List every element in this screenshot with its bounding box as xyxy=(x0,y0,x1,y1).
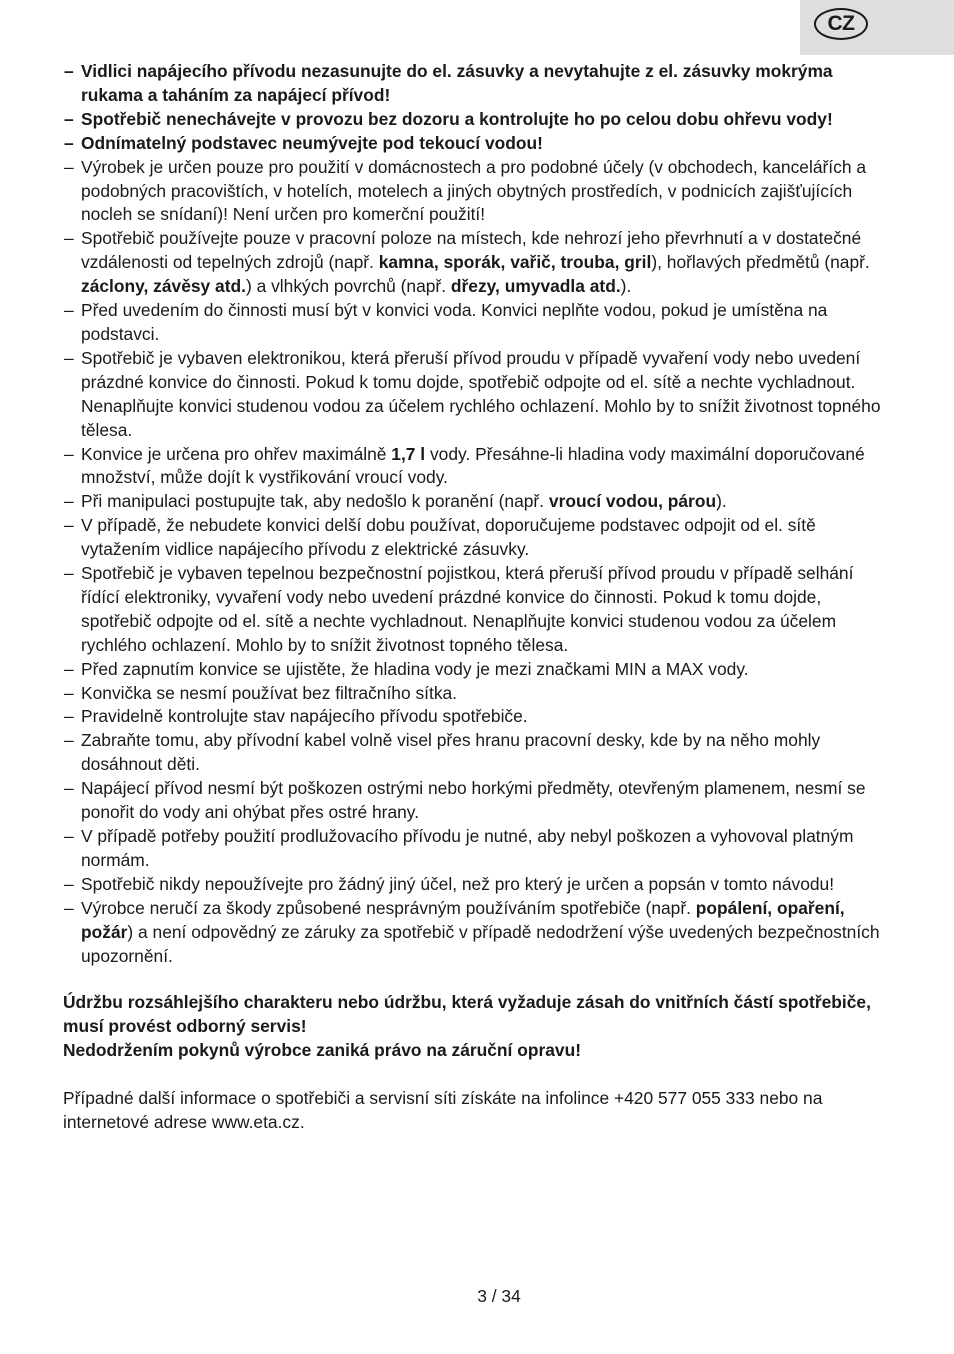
bullet-dash: – xyxy=(64,228,74,249)
instruction-text: Konvička se nesmí používat bez filtračního sítka. xyxy=(81,682,458,703)
instruction-text: Odnímatelný podstavec neumývejte pod tekoucí vodou! xyxy=(81,132,543,153)
instruction-item xyxy=(63,705,893,729)
instruction-item xyxy=(63,490,893,514)
instruction-text: vody. Přesáhne-li hladina vody maximální doporučované množství, může dojít k vystřikování vroucí vody. xyxy=(81,443,865,488)
bullet-dash: – xyxy=(64,730,74,751)
instruction-text: Napájecí přívod nesmí být poškozen ostrými nebo horkými předměty, otevřeným plamenem, nesmí se ponořit do vody ani ohýbat přes ostré hrany. xyxy=(81,778,866,823)
instruction-text: ), hořlavých předmětů (např. xyxy=(651,252,870,273)
instruction-text: Spotřebič je vybaven tepelnou bezpečnostní pojistkou, která přeruší přívod proudu v případě selhání řídící elektroniky, vyvaření vody nebo uvedení prázdné konvice do činnosti. Pokud k tomu dojde, spotřebič odpojte od el. sítě a nechte vychladnout. Nenaplňujte konvici studenou vodou za účelem rychlého ochlazení. Mohlo by to snížit životnost topného tělesa. xyxy=(81,563,854,655)
service-warning-line: Údržbu rozsáhlejšího charakteru nebo údržbu, která vyžaduje zásah do vnitřních částí spotřebiče, musí provést odborný servis! xyxy=(63,992,871,1037)
instruction-text: Spotřebič nikdy nepoužívejte pro žádný jiný účel, než pro který je určen a popsán v tomto návodu! xyxy=(81,873,835,894)
bullet-dash: – xyxy=(64,778,74,799)
instruction-text: Spotřebič používejte pouze v pracovní poloze na místech, kde nehrozí jeho převrhnutí a v dostatečné vzdálenosti od tepelných zdrojů (např. xyxy=(81,228,862,273)
instruction-text: V případě, že nebudete konvici delší dobu používat, doporučujeme podstavec odpojit od el. sítě vytažením vidlice napájecího přívodu z elektrické zásuvky. xyxy=(81,515,816,560)
bullet-dash: – xyxy=(64,300,74,321)
instruction-item xyxy=(63,562,893,658)
page-footer xyxy=(0,1286,954,1307)
instruction-text: Před uvedením do činnosti musí být v konvici voda. Konvici neplňte vodou, pokud je umístěna na podstavci. xyxy=(81,300,828,344)
instruction-text: Vidlici napájecího přívodu nezasunujte do el. zásuvky a nevytahujte z el. zásuvky mokrýma rukama a taháním za napájecí přívod! xyxy=(81,61,833,105)
instruction-item xyxy=(63,156,893,228)
bullet-dash: – xyxy=(64,897,74,918)
bullet-dash: – xyxy=(64,61,74,81)
bullet-dash: – xyxy=(64,132,74,153)
bullet-dash: – xyxy=(64,826,74,846)
bullet-dash: – xyxy=(64,873,74,894)
instruction-text: Zabraňte tomu, aby přívodní kabel volně visel přes hranu pracovní desky, kde by na něho mohly dosáhnout děti. xyxy=(81,730,821,775)
bullet-dash: – xyxy=(64,682,74,703)
instruction-text: ) a není odpovědný ze záruky za spotřebič v případě nedodržení výše uvedených bezpečnostních upozornění. xyxy=(81,921,880,966)
instruction-item xyxy=(63,299,893,347)
instruction-emphasis: kamna, sporák, vařič, trouba, gril xyxy=(378,252,652,273)
instruction-text: ) a vlhkých povrchů (např. xyxy=(245,276,451,297)
instruction-text: Spotřebič nenechávejte v provozu bez dozoru a kontrolujte ho po celou dobu ohřevu vody! xyxy=(81,108,833,129)
instruction-text: Konvice je určena pro ohřev maximálně xyxy=(81,443,392,464)
language-tab xyxy=(800,0,954,55)
instruction-item xyxy=(63,729,893,777)
bullet-dash: – xyxy=(64,108,74,129)
bullet-dash: – xyxy=(64,347,74,368)
instruction-item xyxy=(63,514,893,562)
contact-text: Případné další informace o spotřebiči a servisní síti získáte na infolince +420 577 055 333 nebo na internetové adrese www.eta.cz. xyxy=(63,1088,823,1133)
instruction-item xyxy=(63,347,893,443)
bullet-dash: – xyxy=(64,563,74,584)
contact-info xyxy=(63,1087,893,1135)
bullet-dash: – xyxy=(64,156,74,177)
instruction-text: Při manipulaci postupujte tak, aby nedošlo k poranění (např. xyxy=(81,491,549,512)
instruction-item xyxy=(63,825,893,873)
instruction-item xyxy=(63,60,893,108)
service-warning xyxy=(63,991,893,1063)
instruction-item xyxy=(63,682,893,706)
bullet-dash: – xyxy=(64,706,74,727)
instruction-text: V případě potřeby použití prodlužovacího přívodu je nutné, aby nebyl poškozen a vyhovoval platným normám. xyxy=(81,826,854,870)
page-number: 3 / 34 xyxy=(477,1286,521,1306)
bullet-dash: – xyxy=(64,658,74,679)
instruction-text: ). xyxy=(716,491,727,512)
warranty-warning-line: Nedodržením pokynů výrobce zaniká právo na záruční opravu! xyxy=(63,1040,581,1061)
instruction-text: Spotřebič je vybaven elektronikou, která přeruší přívod proudu v případě vyvaření vody nebo uvedení prázdné konvice do činnosti. Pokud k tomu dojde, spotřebič odpojte od el. sítě a nechte vychladnout. Nenaplňujte konvici studenou vodou za účelem rychlého ochlazení. Mohlo by to snížit životnost topného tělesa. xyxy=(81,347,881,440)
instruction-text: Pravidelně kontrolujte stav napájecího přívodu spotřebiče. xyxy=(81,706,528,727)
instruction-item xyxy=(63,443,893,491)
instruction-item xyxy=(63,873,893,897)
instruction-text: Výrobce neručí za škody způsobené nesprávným používáním spotřebiče (např. xyxy=(81,897,696,918)
instruction-text: Výrobek je určen pouze pro použití v domácnostech a pro podobné účely (v obchodech, kancelářích a podobných pracovištích, v hotelích, motelech a jiných obytných prostředích, v podnicích zajišťujících nocleh se snídaní)! Není určen pro komerční použití! xyxy=(81,156,866,225)
language-badge: CZ xyxy=(814,8,868,40)
instruction-item xyxy=(63,227,893,299)
bullet-dash: – xyxy=(64,515,74,536)
instruction-text: ). xyxy=(620,276,632,297)
instruction-text: Před zapnutím konvice se ujistěte, že hladina vody je mezi značkami MIN a MAX vody. xyxy=(81,658,749,679)
instruction-item xyxy=(63,658,893,682)
instruction-item xyxy=(63,897,893,969)
page-content xyxy=(63,60,893,1135)
instruction-emphasis: záclony, závěsy atd. xyxy=(81,276,246,297)
instruction-item xyxy=(63,777,893,825)
bullet-dash: – xyxy=(64,443,74,464)
instruction-emphasis: vroucí vodou, párou xyxy=(548,491,717,512)
instruction-item xyxy=(63,132,893,156)
instruction-emphasis: popálení, opaření, požár xyxy=(81,897,845,942)
instruction-emphasis: dřezy, umyvadla atd. xyxy=(450,276,621,297)
instruction-emphasis: 1,7 l xyxy=(391,443,426,464)
bullet-dash: – xyxy=(64,491,74,512)
safety-instructions-list xyxy=(63,60,893,968)
instruction-item xyxy=(63,108,893,132)
